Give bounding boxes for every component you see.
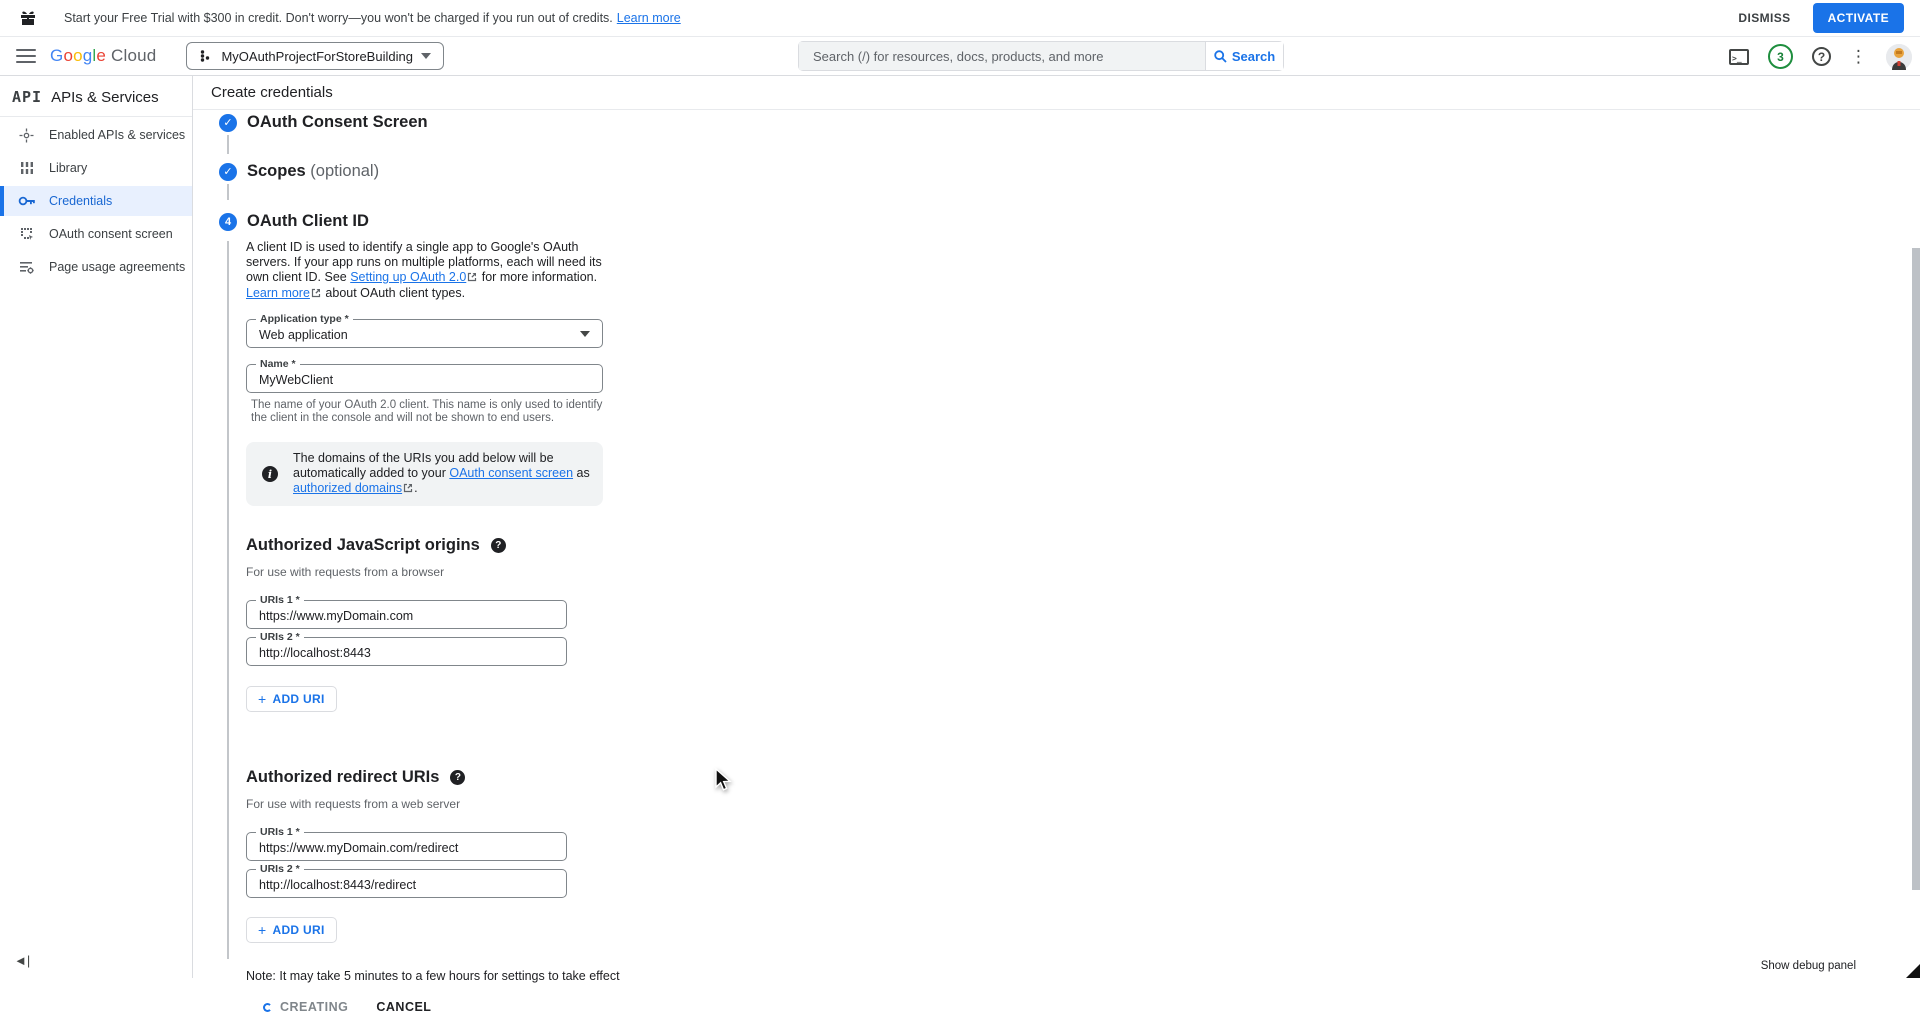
external-link-icon [311, 287, 321, 302]
cancel-button[interactable]: CANCEL [376, 1000, 432, 1014]
cloud-logo-word: Cloud [111, 46, 157, 65]
client-id-description: A client ID is used to identify a single app to Google's OAuth servers. If your app runs on multiple platforms, each will need its own client ID. See Setting up OAuth 2.0 for more information. Learn more about OAuth client types. [246, 240, 602, 300]
settings-note: Note: It may take 5 minutes to a few hours for settings to take effect [246, 969, 620, 983]
redirects-section-title: Authorized redirect URIs ? [246, 768, 1920, 787]
domains-info-box: i The domains of the URIs you add below will be automatically added to your OAuth consent screen as authorized domains . [246, 442, 603, 506]
name-helper-text: The name of your OAuth 2.0 client. This name is only used to identify the client in the console and will not be shown to end users. [251, 399, 603, 424]
redirect-uri-2-wrap: URIs 2 * http://localhost:8443/redirect [246, 869, 567, 898]
trial-banner [0, 0, 1920, 37]
external-link-icon [467, 271, 477, 286]
vertical-scrollbar[interactable] [1912, 248, 1920, 890]
cloud-shell-icon[interactable]: >_ [1729, 49, 1749, 65]
stepper-connector [227, 135, 229, 154]
key-icon [18, 196, 35, 206]
sidebar-item-credentials[interactable] [0, 186, 192, 216]
search-icon [1214, 50, 1227, 63]
notifications-badge[interactable]: 3 [1768, 44, 1793, 69]
plus-icon: + [258, 691, 267, 707]
divider [0, 116, 192, 117]
chevron-down-icon [421, 53, 431, 59]
step-number-badge: 4 [219, 213, 237, 231]
authorized-domains-link[interactable]: authorized domains [293, 481, 403, 495]
app-header [0, 37, 1920, 76]
add-redirect-uri-button[interactable]: + ADD URI [246, 917, 337, 943]
sidebar-item-label: Page usage agreements [49, 260, 186, 274]
sidebar-item-label: Library [49, 161, 88, 175]
consent-screen-icon [18, 227, 35, 241]
step-scopes[interactable]: ✓ Scopes (optional) [219, 162, 1920, 181]
origins-section-title: Authorized JavaScript origins ? [246, 536, 1920, 555]
redirect-uri-1-wrap: URIs 1 * https://www.myDomain.com/redirect [246, 832, 567, 861]
debug-corner-handle[interactable] [1906, 964, 1920, 978]
client-name-input[interactable] [247, 365, 602, 392]
loading-spinner-icon [263, 1003, 272, 1012]
help-icon[interactable]: ? [491, 538, 506, 553]
sidebar-item-label: Credentials [49, 194, 113, 208]
stepper-connector [227, 241, 229, 959]
project-name: MyOAuthProjectForStoreBuilding [221, 48, 413, 64]
step-oauth-consent-screen[interactable]: ✓ OAuth Consent Screen [219, 113, 1920, 132]
step-oauth-client-id: 4 OAuth Client ID [219, 212, 1920, 231]
sidebar-item-enabled-apis[interactable] [0, 120, 192, 150]
external-link-icon [403, 482, 413, 497]
application-type-value: Web application [259, 328, 348, 342]
sidebar-item-page-usage[interactable] [0, 252, 192, 282]
origin-uri-2-wrap: URIs 2 * http://localhost:8443 [246, 637, 567, 666]
setting-up-oauth-link[interactable]: Setting up OAuth 2.0 [350, 270, 467, 284]
origins-subtitle: For use with requests from a browser [246, 565, 445, 579]
page-title: Create credentials [211, 84, 333, 101]
sidebar-item-label: Enabled APIs & services [49, 128, 186, 142]
api-logo: API [12, 88, 43, 106]
activate-button[interactable]: ACTIVATE [1813, 3, 1904, 33]
trial-learn-more-link[interactable]: Learn more [616, 11, 681, 25]
project-selector[interactable] [186, 42, 443, 70]
info-icon: i [262, 466, 278, 482]
form-actions [263, 1000, 1920, 1014]
gift-icon [20, 10, 36, 26]
plus-icon: + [258, 922, 267, 938]
library-icon [18, 161, 35, 175]
step-check-icon: ✓ [219, 114, 237, 132]
google-cloud-logo[interactable] [50, 46, 156, 66]
sidebar [0, 76, 193, 978]
step-check-icon: ✓ [219, 163, 237, 181]
help-icon[interactable]: ? [1812, 47, 1831, 66]
more-options-icon[interactable]: ⋮ [1850, 47, 1867, 66]
main-content [193, 76, 1920, 1014]
sidebar-item-label: OAuth consent screen [49, 227, 173, 241]
search-input[interactable] [799, 42, 1205, 70]
collapse-sidebar-icon[interactable]: ◄| [14, 953, 31, 968]
trial-message: Start your Free Trial with $300 in credit. Don't worry—you won't be charged if you run out of credits. [64, 11, 613, 25]
creating-button[interactable]: CREATING [263, 1000, 348, 1014]
oauth-consent-screen-link[interactable]: OAuth consent screen [449, 466, 574, 480]
agreements-icon [18, 261, 35, 274]
application-type-select[interactable]: Application type * Web application [246, 319, 603, 348]
show-debug-panel-link[interactable]: Show debug panel [1760, 960, 1856, 972]
menu-icon[interactable] [16, 49, 36, 63]
dismiss-button[interactable]: DISMISS [1738, 11, 1791, 25]
learn-more-link[interactable]: Learn more [246, 286, 310, 300]
dashboard-icon [18, 128, 35, 143]
help-icon[interactable]: ? [450, 770, 465, 785]
sidebar-item-oauth-consent[interactable] [0, 219, 192, 249]
dropdown-caret-icon [580, 331, 590, 337]
add-origin-uri-button[interactable]: + ADD URI [246, 686, 337, 712]
search-button[interactable]: Search [1205, 42, 1283, 70]
avatar[interactable] [1886, 44, 1912, 70]
redirects-subtitle: For use with requests from a web server [246, 797, 461, 811]
stepper-connector [227, 184, 229, 200]
google-logo-word: Google [50, 46, 107, 65]
origin-uri-1-wrap: URIs 1 * https://www.myDomain.com [246, 600, 567, 629]
global-search [798, 41, 1284, 71]
sidebar-title: APIs & Services [51, 88, 159, 106]
divider [193, 109, 1920, 110]
name-field-wrap: Name * MyWebClient [246, 364, 603, 393]
sidebar-item-library[interactable] [0, 153, 192, 183]
project-icon [199, 49, 213, 63]
